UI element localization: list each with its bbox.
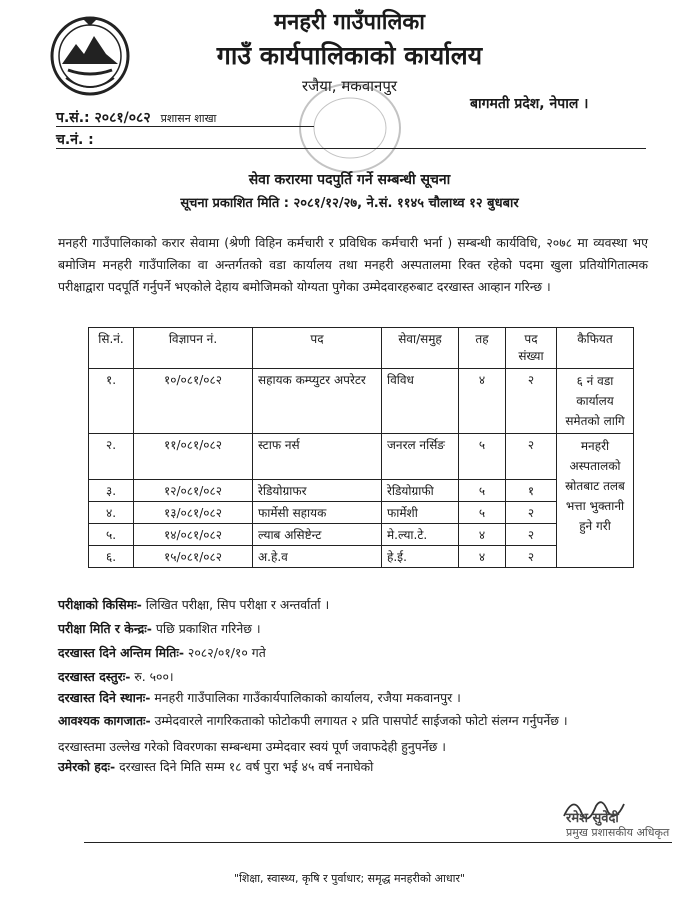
column-header-post: पद — [253, 328, 382, 369]
cell-post: रेडियोग्राफर — [253, 480, 382, 502]
column-header-count: पद संख्या — [506, 328, 557, 369]
reference-divider — [56, 126, 314, 127]
cell-ad-number: ११/०८१/०८२ — [134, 434, 253, 480]
exam-date — [58, 620, 261, 637]
exam-date-label: परीक्षा मिति र केन्द्रः- — [58, 621, 152, 636]
column-header-ad-number: विज्ञापन नं. — [134, 328, 253, 369]
cell-service: मे.ल्या.टे. — [382, 524, 459, 546]
cell-count: २ — [506, 546, 557, 568]
column-header-sn: सि.नं. — [89, 328, 134, 369]
signatory-title: प्रमुख प्रशासकीय अधिकृत — [566, 826, 670, 839]
cell-sn: ५. — [89, 524, 134, 546]
cell-remark-ward: ६ नं वडा कार्यालय समेतको लागि — [557, 369, 634, 434]
office-address: रजैया, मकवानपुर — [301, 77, 398, 95]
signatory-name: रमेश सुवेदी — [566, 811, 619, 826]
application-place — [58, 689, 461, 706]
table-row — [89, 502, 634, 524]
cell-ad-number: १०/०८१/०८२ — [134, 369, 253, 434]
table-row — [89, 524, 634, 546]
cell-level: ४ — [459, 546, 506, 568]
cell-service: फार्मेशी — [382, 502, 459, 524]
place-value: मनहरी गाउँपालिका गाउँकार्यपालिकाको कार्यालय, रजैया मकवानपुर । — [150, 690, 461, 705]
cell-post: सहायक कम्प्युटर अपरेटर — [253, 369, 382, 434]
header-divider — [56, 148, 646, 149]
application-fee — [58, 668, 174, 685]
table-row — [89, 480, 634, 502]
age-value: दरखास्त दिने मिति सम्म १८ वर्ष पुरा भई ४५ वर्ष ननाघेको — [115, 759, 374, 774]
docs-label: आवश्यक कागजातः- — [58, 713, 151, 728]
cell-level: ४ — [459, 369, 506, 434]
cell-ad-number: १३/०८१/०८२ — [134, 502, 253, 524]
cell-post: फार्मेसी सहायक — [253, 502, 382, 524]
exam-type — [58, 596, 329, 613]
office-stamp — [295, 78, 405, 178]
cell-sn: ६. — [89, 546, 134, 568]
cell-level: ५ — [459, 502, 506, 524]
cell-count: २ — [506, 369, 557, 434]
application-deadline — [58, 644, 266, 661]
cell-service: हे.ई. — [382, 546, 459, 568]
cell-sn: १. — [89, 369, 134, 434]
notice-published-date: सूचना प्रकाशित मिति : २०८१/१२/२७, ने.सं. ११४५ चौलाथ्व १२ बुधबार — [180, 196, 519, 211]
cell-level: ५ — [459, 434, 506, 480]
deadline-value: २०८२/०१/१० गते — [183, 645, 266, 660]
deadline-label: दरखास्त दिने अन्तिम मितिः- — [58, 645, 184, 660]
cell-remark-hospital: मनहरी अस्पतालको स्रोतबाट तलब भत्ता भुक्तानी हुने गरी — [557, 434, 634, 568]
fee-value: रु. ५००। — [130, 669, 174, 684]
age-limit — [58, 758, 373, 775]
cell-level: ४ — [459, 524, 506, 546]
cell-ad-number: १२/०८१/०८२ — [134, 480, 253, 502]
cell-sn: २. — [89, 434, 134, 480]
cell-service: विविध — [382, 369, 459, 434]
fee-label: दरखास्त दस्तुरः- — [58, 669, 131, 684]
cell-service: रेडियोग्राफी — [382, 480, 459, 502]
cell-post: स्टाफ नर्स — [253, 434, 382, 480]
cell-service: जनरल नर्सिङ — [382, 434, 459, 480]
office-name: गाउँ कार्यपालिकाको कार्यालय — [216, 41, 483, 70]
cell-post: अ.हे.व — [253, 546, 382, 568]
vacancy-table — [88, 327, 634, 568]
column-header-service: सेवा/समुह — [382, 328, 459, 369]
cell-count: २ — [506, 524, 557, 546]
cell-post: ल्याब असिष्टेन्ट — [253, 524, 382, 546]
required-documents — [58, 712, 568, 729]
exam-date-value: पछि प्रकाशित गरिनेछ । — [151, 621, 261, 636]
exam-type-label: परीक्षाको किसिमः- — [58, 597, 142, 612]
column-header-remarks: कैफियत — [557, 328, 634, 369]
cell-count: १ — [506, 480, 557, 502]
notice-intro-paragraph: मनहरी गाउँपालिकाको करार सेवामा (श्रेणी विहिन कर्मचारी र प्रविधिक कर्मचारी भर्ना ) सम्बन्धी कार्यविधि, २०७८ मा व्यवस्था भए बमोजिम मनहरी गाउँपालिका वा अन्तर्गतको वडा कार्यालय तथा मनहरी अस्पतालमा रिक्त रहेको पदमा खुला प्रतियोगितात्मक परीक्षाद्वारा पदपूर्ति गर्नुपर्ने भएकोले देहाय बमोजिमको योग्यता पुगेका उम्मेदवारहरुबाट दरखास्त आव्हान गरिन्छ । — [58, 235, 648, 294]
cell-ad-number: १५/०८१/०८२ — [134, 546, 253, 568]
cell-count: २ — [506, 434, 557, 480]
footer-divider — [84, 842, 672, 843]
cell-count: २ — [506, 502, 557, 524]
dispatch-number: च.नं. : — [56, 132, 94, 148]
exam-type-value: लिखित परीक्षा, सिप परीक्षा र अन्तर्वार्ता । — [141, 597, 330, 612]
cell-sn: ३. — [89, 480, 134, 502]
province-label: बागमती प्रदेश, नेपाल । — [470, 96, 589, 112]
reference-label: प.सं.: २०८१/०८२ — [56, 110, 151, 126]
age-label: उमेरको हदः- — [58, 759, 116, 774]
department-label: प्रशासन शाखा — [160, 112, 217, 125]
column-header-level: तह — [459, 328, 506, 369]
table-row — [89, 546, 634, 568]
notice-title: सेवा करारमा पदपुर्ति गर्ने सम्बन्धी सूचना — [248, 172, 451, 188]
table-header-row — [89, 328, 634, 369]
cell-ad-number: १४/०८१/०८२ — [134, 524, 253, 546]
table-row — [89, 434, 634, 480]
place-label: दरखास्त दिने स्थानः- — [58, 690, 151, 705]
footer-motto: "शिक्षा, स्वास्थ्य, कृषि र पुर्वाधार; समृद्ध मनहरीको आधार" — [233, 872, 466, 885]
cell-level: ५ — [459, 480, 506, 502]
cell-sn: ४. — [89, 502, 134, 524]
docs-value: उम्मेदवारले नागरिकताको फोटोकपी लगायत २ प्रति पासपोर्ट साईजको फोटो संलग्न गर्नुपर्नेछ । — [150, 713, 568, 728]
municipality-name: मनहरी गाउँपालिका — [274, 10, 425, 35]
table-row — [89, 369, 634, 434]
responsibility-note: दरखास्तमा उल्लेख गरेको विवरणका सम्बन्धमा उम्मेदवार स्वयं पूर्ण जवाफदेही हुनुपर्नेछ । — [58, 739, 446, 754]
reference-number — [56, 108, 216, 127]
